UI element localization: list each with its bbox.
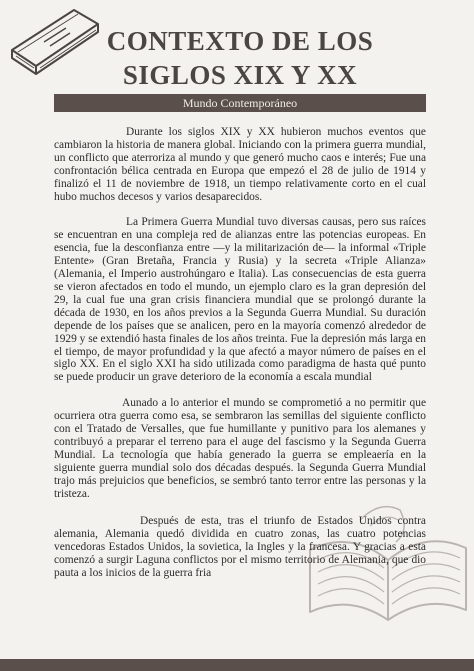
- paragraph-3: Aunado a lo anterior el mundo se comprometió a no permitir que ocurriera otra guerra como esa, se sembraron las semillas del siguiente conflicto con el Tratado de Versalles, que fue humillante y punitivo para los alemanes y contribuyó a preparar el terreno para el auge del fascismo y la Segunda Guerra Mundial. La tecnología que había generado la guerra se empleaería en la siguiente guerra mundial solo dos décadas después. la Segunda Guerra Mundial trajo más prejuicios que beneficios, se sembró tanto terror entre las personas y la tristeza.: [54, 397, 426, 500]
- subtitle-banner: [54, 94, 426, 112]
- subtitle-text: Mundo Contemporáneo: [182, 96, 298, 110]
- bottom-bar: [0, 659, 474, 671]
- paragraph-1: Durante los siglos XIX y XX hubieron muchos eventos que cambiaron la historia de manera global. Iniciando con la primera guerra mundial, un conflicto que aterroriza al mundo y que generó mucho caos e interés; Fue una confrontación bélica centrada en Europa que empezó el 28 de julio de 1914 y finalizó el 11 de noviembre de 1918, un tiempo relativamente corto en el cual hubo muchos decesos y varios desaparecidos.: [54, 126, 426, 203]
- closed-book-icon: [4, 2, 104, 78]
- body-text: [54, 126, 426, 593]
- paragraph-2: La Primera Guerra Mundial tuvo diversas causas, pero sus raíces se encuentran en una compleja red de alianzas entre las potencias europeas. En esencia, fue la desconfianza entre —y la militarización de— la informal «Triple Entente» (Gran Bretaña, Francia y Rusia) y la secreta «Triple Alianza» (Alemania, el Imperio austrohúngaro e Italia). Las consecuencias de esta guerra se vieron afectados en todo el mundo, un ejemplo claro es la gran depresión del 29, la cual fue una gran crisis financiera mundial que se prolongó durante la década de 1930, en los años previos a la Segunda Guerra Mundial. Su duración depende de los países que se analicen, pero en la mayoría comenzó alrededor de 1929 y se extendió hasta finales de los años treinta. Fue la depresión más larga en el tiempo, de mayor profundidad y la que afectó a mayor número de países en el siglo XX. En el siglo XXI ha sido utilizada como paradigma de hasta qué punto se puede producir un grave deterioro de la economía a escala mundial: [54, 216, 426, 384]
- paragraph-4: Después de esta, tras el triunfo de Estados Unidos contra alemania, Alemania quedó dividida en cuatro zonas, las cuatro potencias vencedoras Estados Unidos, la sovietica, la Ingles y la francesa. Y gracias a esta comenzó a surgir Laguna conflictos por el mismo territorio de Alemania, que dio pauta a los inicios de la guerra fria: [54, 515, 426, 580]
- page-title: CONTEXTO DE LOS SIGLOS XIX Y XX: [106, 26, 374, 90]
